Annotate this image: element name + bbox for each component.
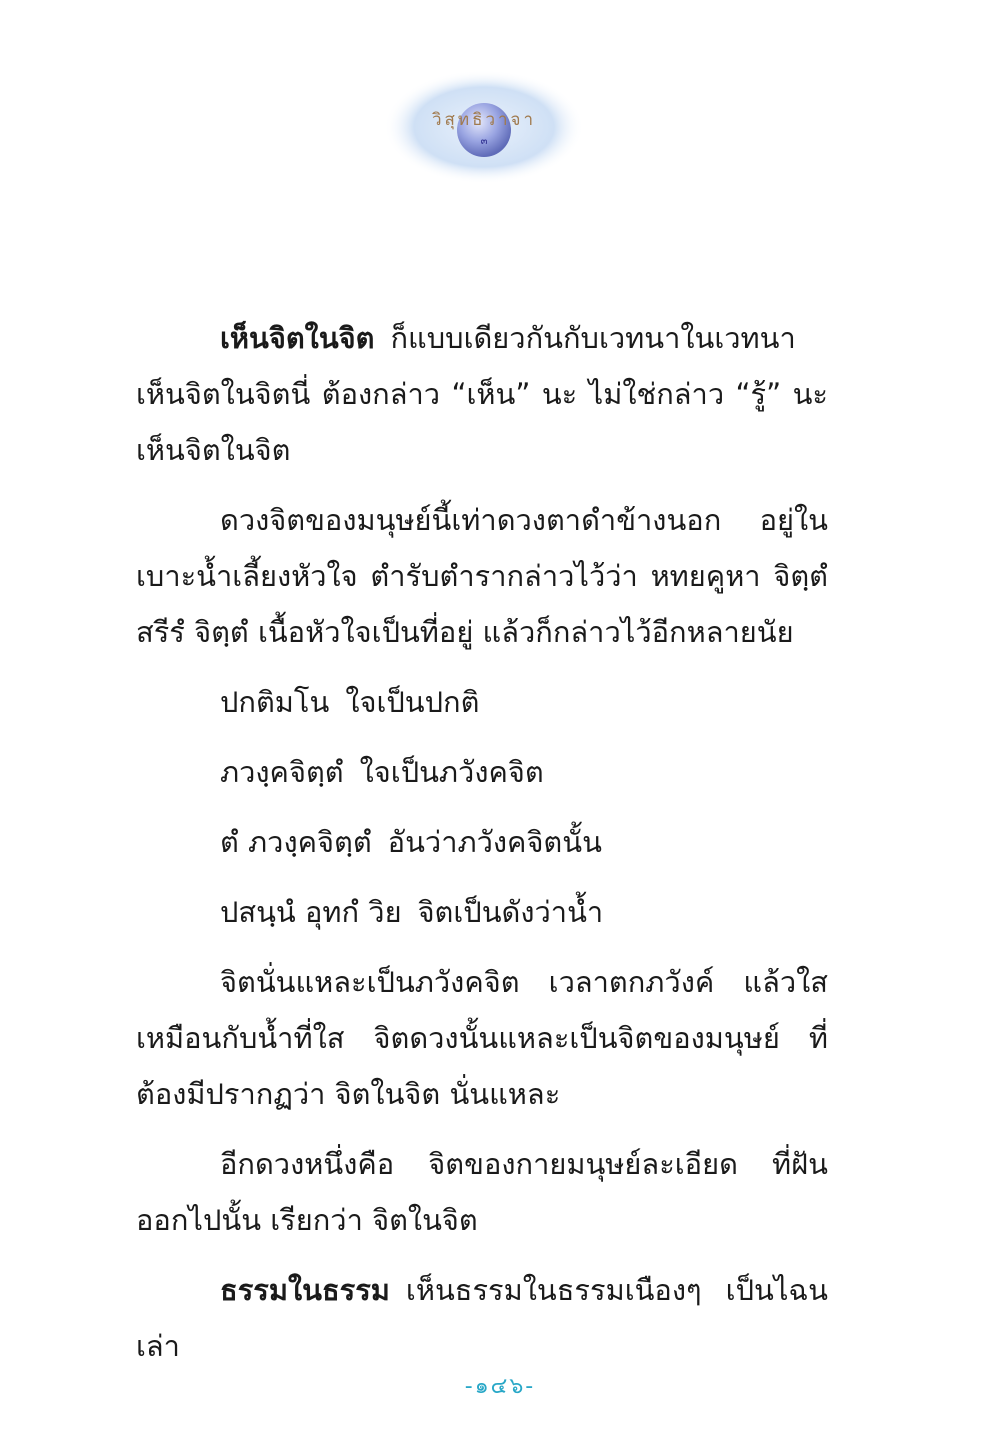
paragraph <box>136 1262 828 1374</box>
paragraph <box>136 954 828 1122</box>
paragraph-text: ดวงจิตของมนุษย์นี้เท่าดวงตาดำข้างนอก อยู่ในเบาะน้ำเลี้ยงหัวใจ ตำรับตำรากล่าวไว้ว่า หทยคูหา จิตฺตํ สรีรํ จิตฺตํ เนื้อหัวใจเป็นที่อยู่ แล้วก็กล่าวไว้อีกหลายนัย <box>136 503 828 649</box>
paragraph-heading: ธรรมในธรรม <box>220 1273 390 1307</box>
logo-title: วิสุทธิวาจา <box>431 110 537 130</box>
verse-line <box>136 884 828 940</box>
paragraph-text: เห็นธรรมในธรรมเนืองๆ เป็นไฉนเล่า <box>136 1273 828 1363</box>
verse-line <box>136 674 828 730</box>
paragraph <box>136 492 828 660</box>
verse-thai: จิตเป็นดังว่าน้ำ <box>417 895 604 929</box>
verse-thai: ใจเป็นปกติ <box>345 685 480 719</box>
verse-thai: ใจเป็นภวังคจิต <box>359 755 544 789</box>
verse-pali: ปกติมโน <box>220 685 330 719</box>
paragraph <box>136 1136 828 1248</box>
verse-pali: ปสนฺนํ อุทกํ วิย <box>220 895 402 929</box>
logo-number: ๓ <box>480 136 488 147</box>
page-number: -๑๔๖- <box>464 1374 536 1399</box>
page-body <box>136 310 828 1388</box>
paragraph <box>136 310 828 478</box>
paragraph-text: อีกดวงหนึ่งคือ จิตของกายมนุษย์ละเอียด ที่ฝันออกไปนั้น เรียกว่า จิตในจิต <box>136 1147 828 1237</box>
verse-pali: ตํ ภวงฺคจิตฺตํ <box>220 825 372 859</box>
verse-thai: อันว่าภวังคจิตนั้น <box>387 825 602 859</box>
verse-pali: ภวงฺคจิตฺตํ <box>220 755 344 789</box>
verse-line <box>136 814 828 870</box>
paragraph-heading: เห็นจิตในจิต <box>220 321 375 355</box>
paragraph-text: จิตนั่นแหละเป็นภวังคจิต เวลาตกภวังค์ แล้วใสเหมือนกับน้ำที่ใส จิตดวงนั้นแหละเป็นจิตของมนุษย์ ที่ต้องมีปรากฏว่า จิตในจิต นั่นแหละ <box>136 965 828 1111</box>
book-logo <box>382 68 586 186</box>
verse-line <box>136 744 828 800</box>
paragraph-text: ก็แบบเดียวกันกับเวทนาในเวทนา เห็นจิตในจิตนี่ ต้องกล่าว “เห็น” นะ ไม่ใช่กล่าว “รู้” นะ เห็นจิตในจิต <box>136 321 828 467</box>
